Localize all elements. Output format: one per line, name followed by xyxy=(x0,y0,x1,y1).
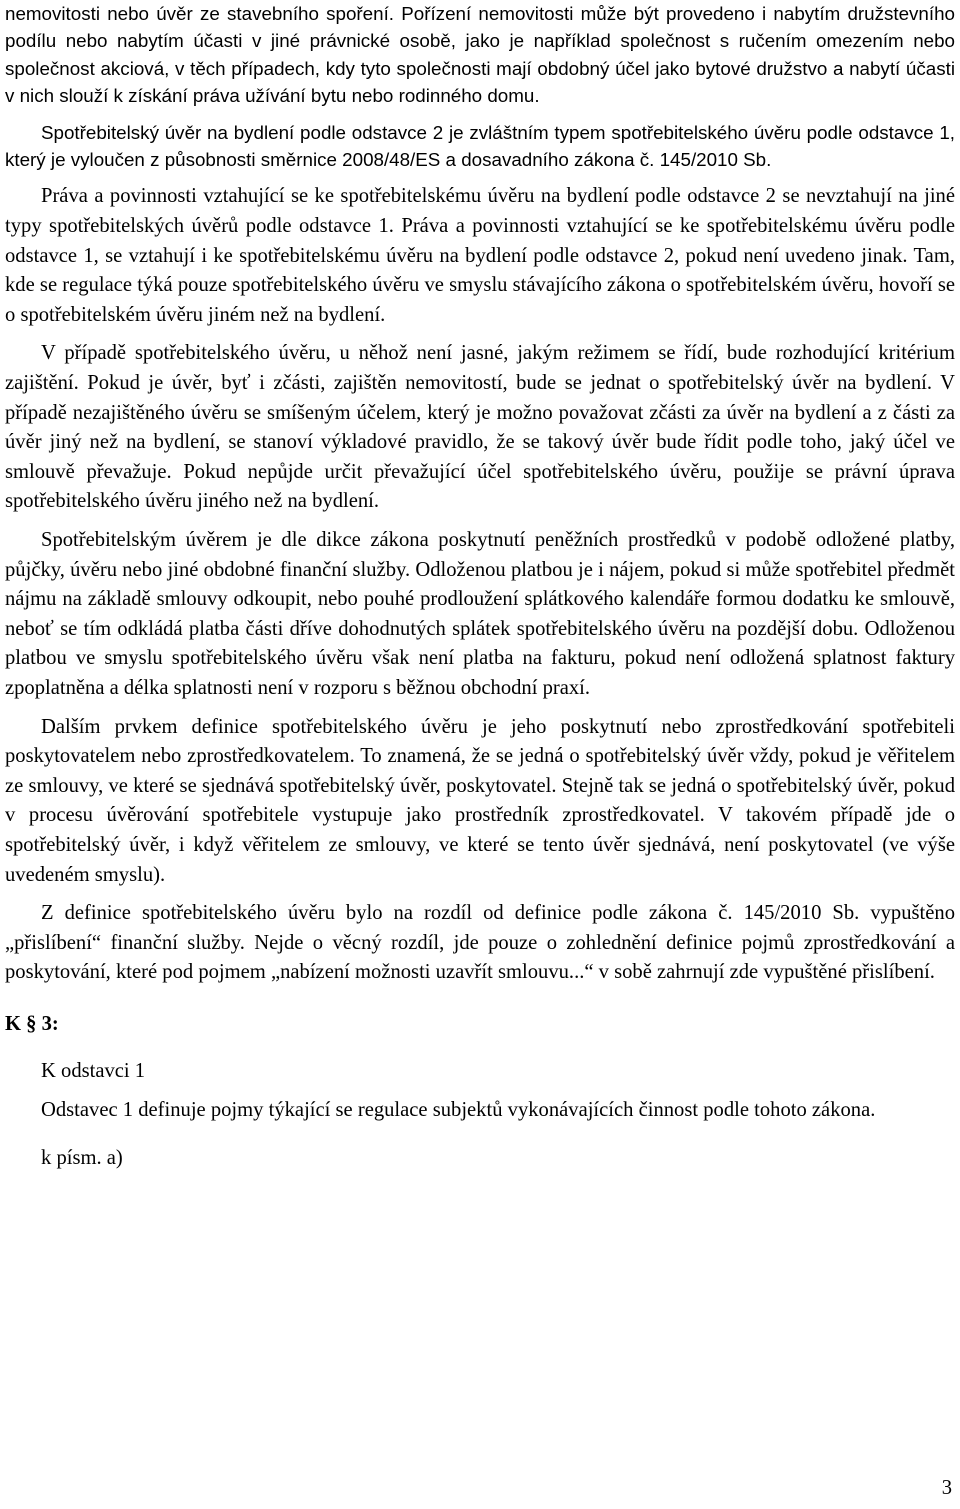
section-heading: K § 3: xyxy=(5,1012,59,1035)
paragraph-deferred-payment: Spotřebitelským úvěrem je dle dikce zákona poskytnutí peněžních prostředků v podobě odložené platby, půjčky, úvěru nebo jiné obdobné finanční služby. Odloženou platbou je i nájem, pokud si může spotřebitel předmět nájmu na základě smlouvy odkoupit, nebo pouhé prodloužení splátkového kalendáře formou dodatku ke smlouvě, neboť se tím odkládá platba části dříve dohodnutých splátek spotřebitelského úvěru na pozdější dobu. Odloženou platbou ve smyslu spotřebitelského úvěru však není platba na fakturu, pokud není odložená splatnost faktury zpoplatněna a délka splatnosti není v rozporu s běžnou obchodní praxí. xyxy=(5,528,955,699)
item-label: k písm. a) xyxy=(41,1146,123,1169)
page-number: 3 xyxy=(941,1477,952,1499)
paragraph-definition-change: Z definice spotřebitelského úvěru bylo na rozdíl od definice podle zákona č. 145/2010 Sb. vypuštěno „přislíbení“ finanční služby. Nejde o věcný rozdíl, jde pouze o zohlednění definice pojmů zprostředkování a poskytování, které pod pojmem „nabízení možnosti uzavřít smlouvu...“ v sobě zahrnují zde vypuštěné přislíbení. xyxy=(5,902,955,984)
paragraph-definitions: Odstavec 1 definuje pojmy týkající se regulace subjektů vykonávajících činnost podle tohoto zákona. xyxy=(41,1099,876,1122)
document-page xyxy=(5,0,955,1173)
paragraph-consumer-credit-housing: Spotřebitelský úvěr na bydlení podle odstavce 2 je zvláštním typem spotřebitelského úvěru podle odstavce 1, který je vyloučen z působnosti směrnice 2008/48/ES a dosavadního zákona č. 145/2010 Sb. xyxy=(5,121,955,171)
paragraph-rights-obligations: Práva a povinnosti vztahující se ke spotřebitelskému úvěru na bydlení podle odstavce 2 se nevztahují na jiné typy spotřebitelských úvěrů podle odstavce 1. Práva a povinnosti vztahující se ke spotřebitelskému úvěru podle odstavce 1, se vztahují i ke spotřebitelskému úvěru na bydlení podle odstavce 2, pokud není uvedeno jinak. Tam, kde se regulace týká pouze spotřebitelského úvěru ve smyslu stávajícího zákona o spotřebitelském úvěru, hovoří se o spotřebitelském úvěru jiném než na bydlení. xyxy=(5,185,955,326)
paragraph-mixed-purpose: V případě spotřebitelského úvěru, u něhož není jasné, jakým režimem se řídí, bude rozhodující kritérium zajištění. Pokud je úvěr, byť i zčásti, zajištěn nemovitostí, bude se jednat o spotřebitelský úvěr na bydlení. V případě nezajištěného úvěru se smíšeným účelem, který je možno považovat zčásti za úvěr na bydlení a z části za úvěr jiný než na bydlení, se stanoví výkladové pravidlo, že se takový úvěr bude řídit podle toho, jaký účel ve smlouvě převažuje. Pokud nepůjde určit převažující účel spotřebitelského úvěru, použije se právní úprava spotřebitelského úvěru jiného než na bydlení. xyxy=(5,342,955,513)
subsection-heading: K odstavci 1 xyxy=(41,1060,146,1083)
paragraph-provider-intermediary: Dalším prvkem definice spotřebitelského úvěru je jeho poskytnutí nebo zprostředkování spotřebiteli poskytovatelem nebo zprostředkovatelem. To znamená, že se jedná o spotřebitelský úvěr vždy, pokud je věřitelem ze smlouvy, ve které se sjednává spotřebitelský úvěr, poskytovatel. Stejně tak se jedná o spotřebitelský úvěr, pokud v procesu úvěrování spotřebitele vystupuje jako prostředník zprostředkovatel. V takovém případě jde o spotřebitelský úvěr, i když věřitelem ze smlouvy, ve které se tento úvěr sjednává, není poskytovatel (ve výše uvedeném smyslu). xyxy=(5,715,955,886)
paragraph-continuation: nemovitosti nebo úvěr ze stavebního spoření. Pořízení nemovitosti může být provedeno i nabytím družstevního podílu nebo nabytím účasti v jiné právnické osobě, jako je například společnost s ručením omezením nebo společnost akciová, v těch případech, kdy tyto společnosti mají obdobný účel jako bytové družstvo a nabytí účasti v nich slouží k získání práva užívání bytu nebo rodinného domu. xyxy=(5,3,955,107)
